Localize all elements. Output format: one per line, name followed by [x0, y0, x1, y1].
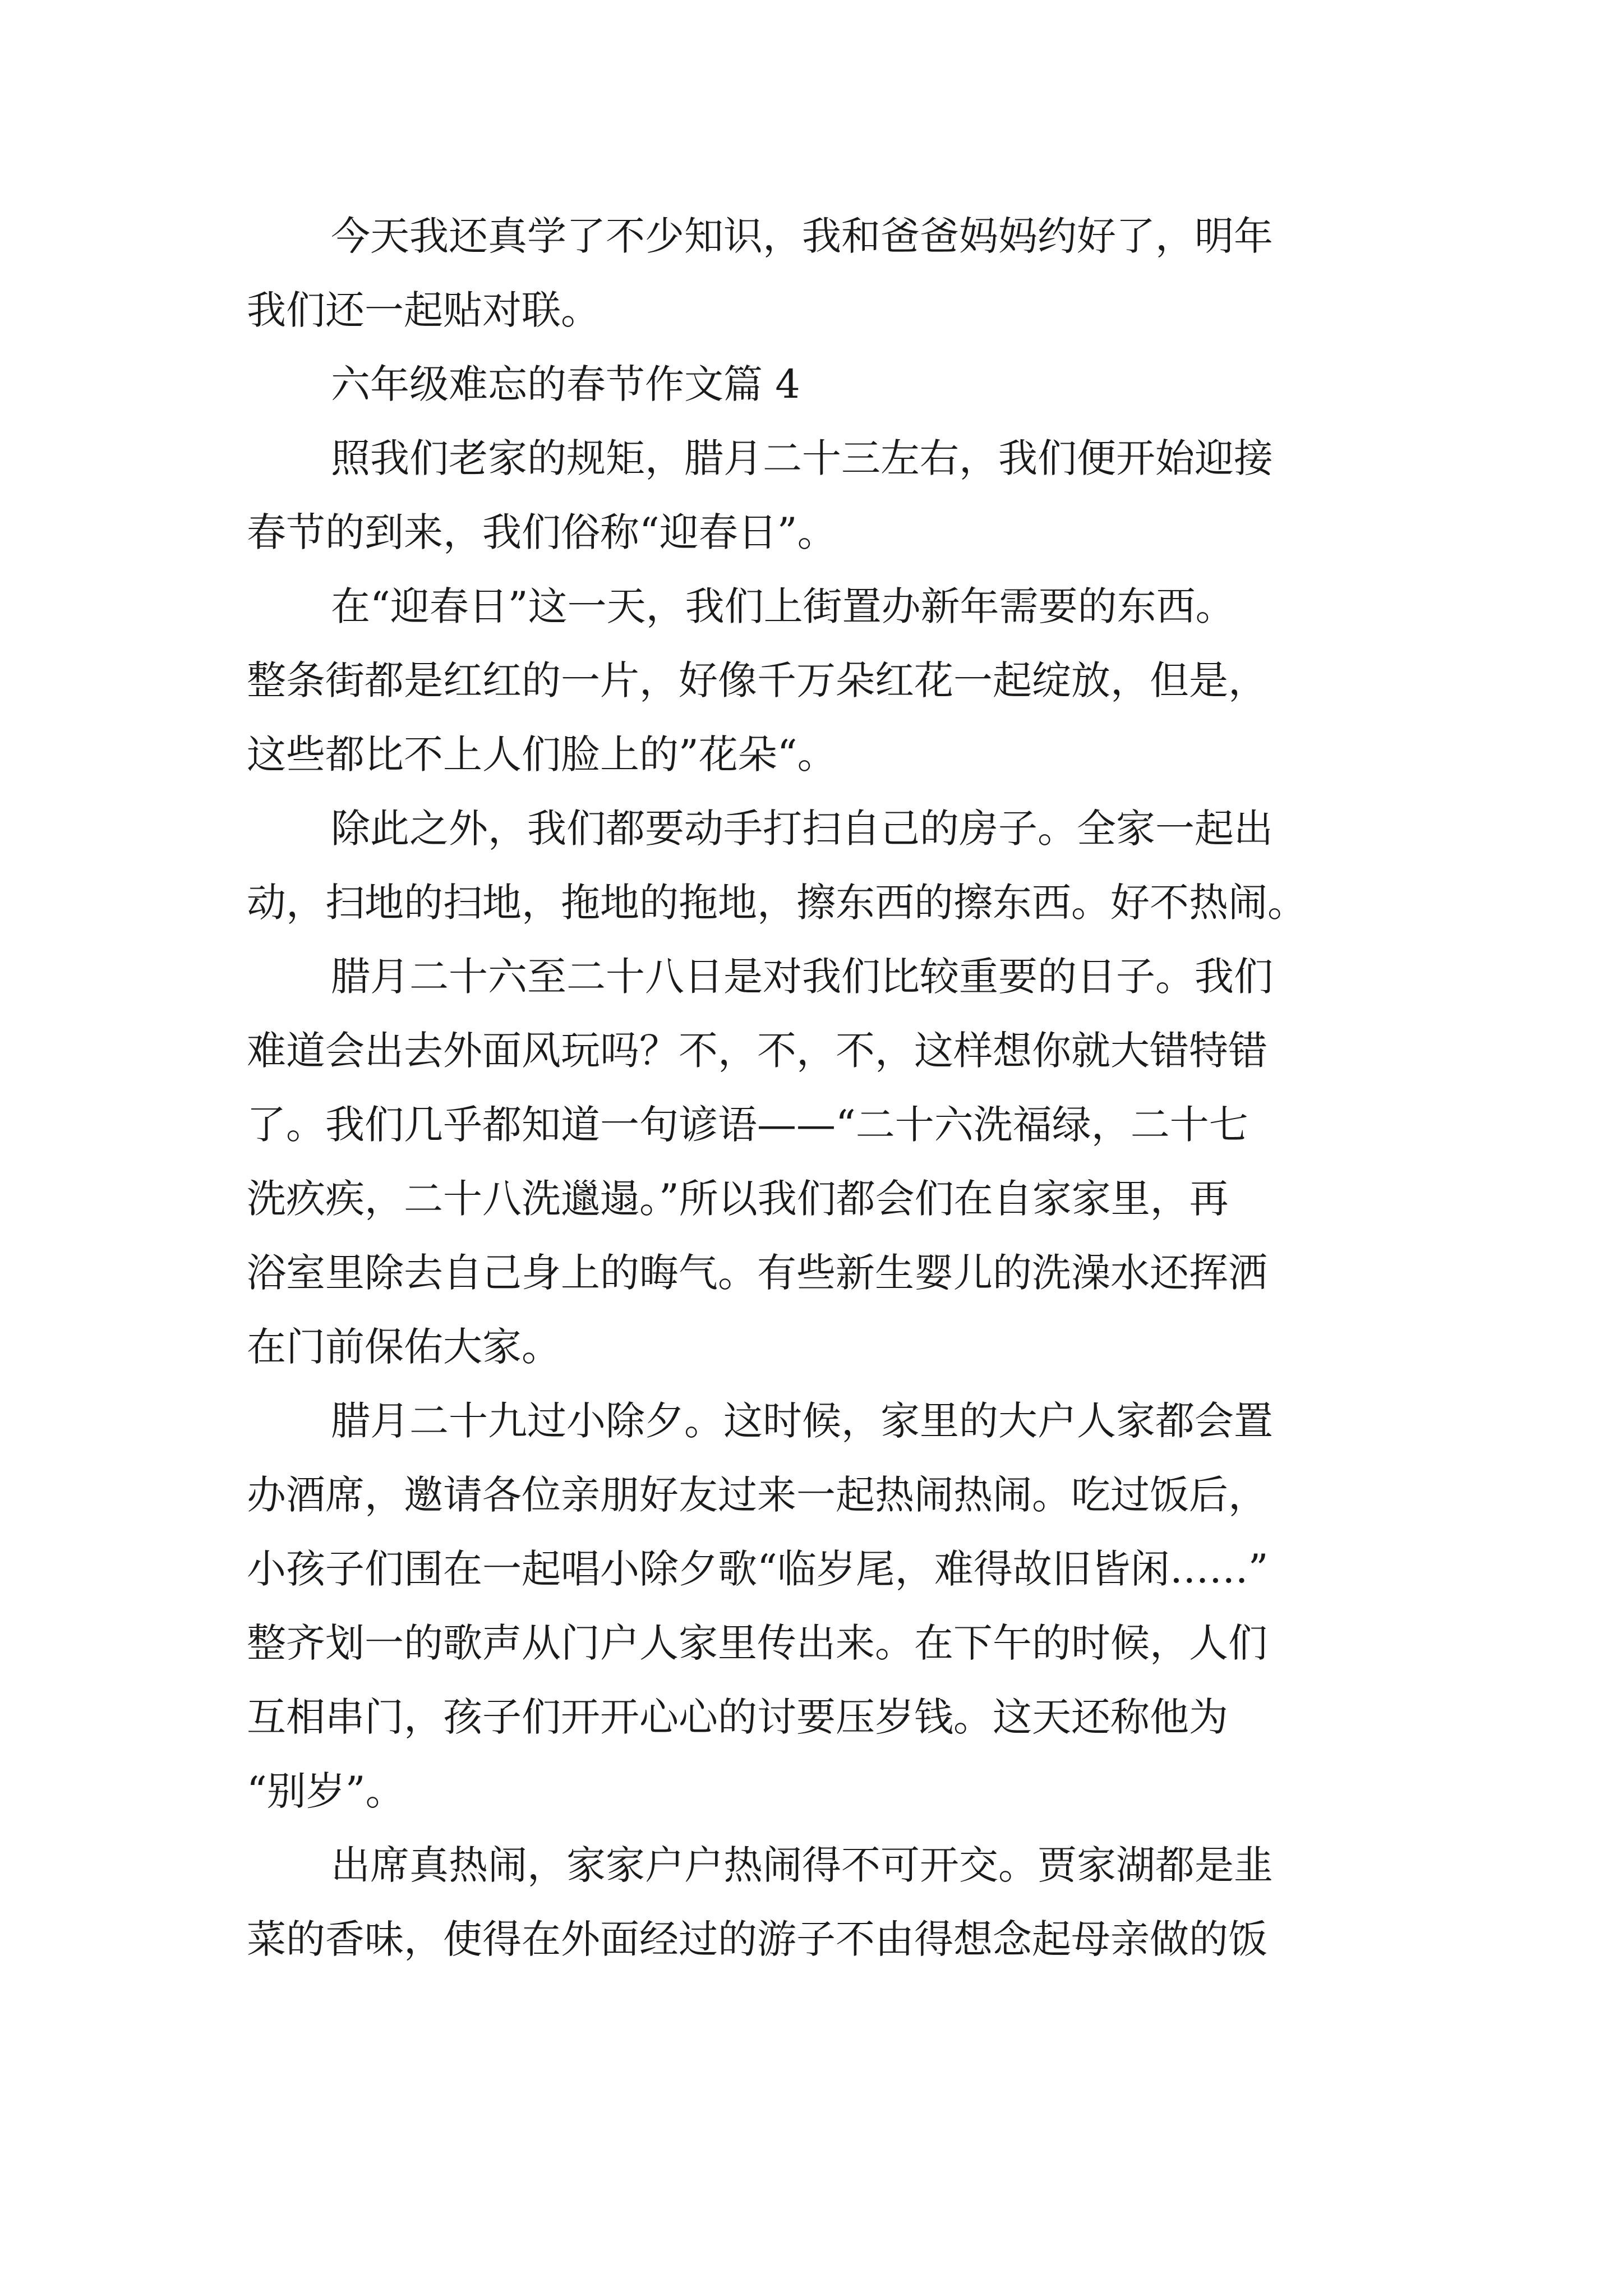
text-line: 我们还一起贴对联。	[247, 287, 600, 333]
text-line: 在门前保佑大家。	[247, 1324, 561, 1370]
document-body	[247, 199, 1385, 1976]
text-line: 六年级难忘的春节作文篇 4	[331, 361, 800, 407]
text-line: 洗疚疾，二十八洗邋遢。”所以我们都会们在自家家里，再	[247, 1176, 1229, 1222]
text-line: 浴室里除去自己身上的晦气。有些新生婴儿的洗澡水还挥洒	[247, 1250, 1267, 1296]
text-line: 腊月二十六至二十八日是对我们比较重要的日子。我们	[331, 954, 1273, 1000]
text-line: 这些都比不上人们脸上的”花朵“。	[247, 731, 837, 777]
text-line: 腊月二十九过小除夕。这时候，家里的大户人家都会置	[331, 1398, 1273, 1444]
text-line: 除此之外，我们都要动手打扫自己的房子。全家一起出	[331, 806, 1273, 852]
text-line: “别岁”。	[247, 1768, 405, 1814]
text-line: 小孩子们围在一起唱小除夕歌“临岁尾，难得故旧皆闲……”	[247, 1546, 1269, 1592]
text-line: 整齐划一的歌声从门户人家里传出来。在下午的时候，人们	[247, 1620, 1267, 1666]
text-line: 菜的香味，使得在外面经过的游子不由得想念起母亲做的饭	[247, 1916, 1267, 1962]
text-line: 难道会出去外面风玩吗？不，不，不，这样想你就大错特错	[247, 1028, 1267, 1074]
text-line: 出席真热闹，家家户户热闹得不可开交。贾家湖都是韭	[331, 1842, 1273, 1888]
text-line: 照我们老家的规矩，腊月二十三左右，我们便开始迎接	[331, 435, 1273, 481]
text-line: 春节的到来，我们俗称“迎春日”。	[247, 509, 837, 555]
text-line: 办酒席，邀请各位亲朋好友过来一起热闹热闹。吃过饭后，	[247, 1472, 1267, 1518]
text-line: 在“迎春日”这一天，我们上街置办新年需要的东西。	[331, 583, 1235, 629]
text-line: 整条街都是红红的一片，好像千万朵红花一起绽放，但是，	[247, 657, 1267, 703]
text-line: 了。我们几乎都知道一句谚语——“二十六洗福绿，二十七	[247, 1102, 1248, 1148]
text-line: 互相串门，孩子们开开心心的讨要压岁钱。这天还称他为	[247, 1694, 1228, 1740]
text-line: 动，扫地的扫地，拖地的拖地，擦东西的擦东西。好不热闹。	[247, 880, 1307, 926]
text-line: 今天我还真学了不少知识，我和爸爸妈妈约好了，明年	[331, 213, 1273, 259]
